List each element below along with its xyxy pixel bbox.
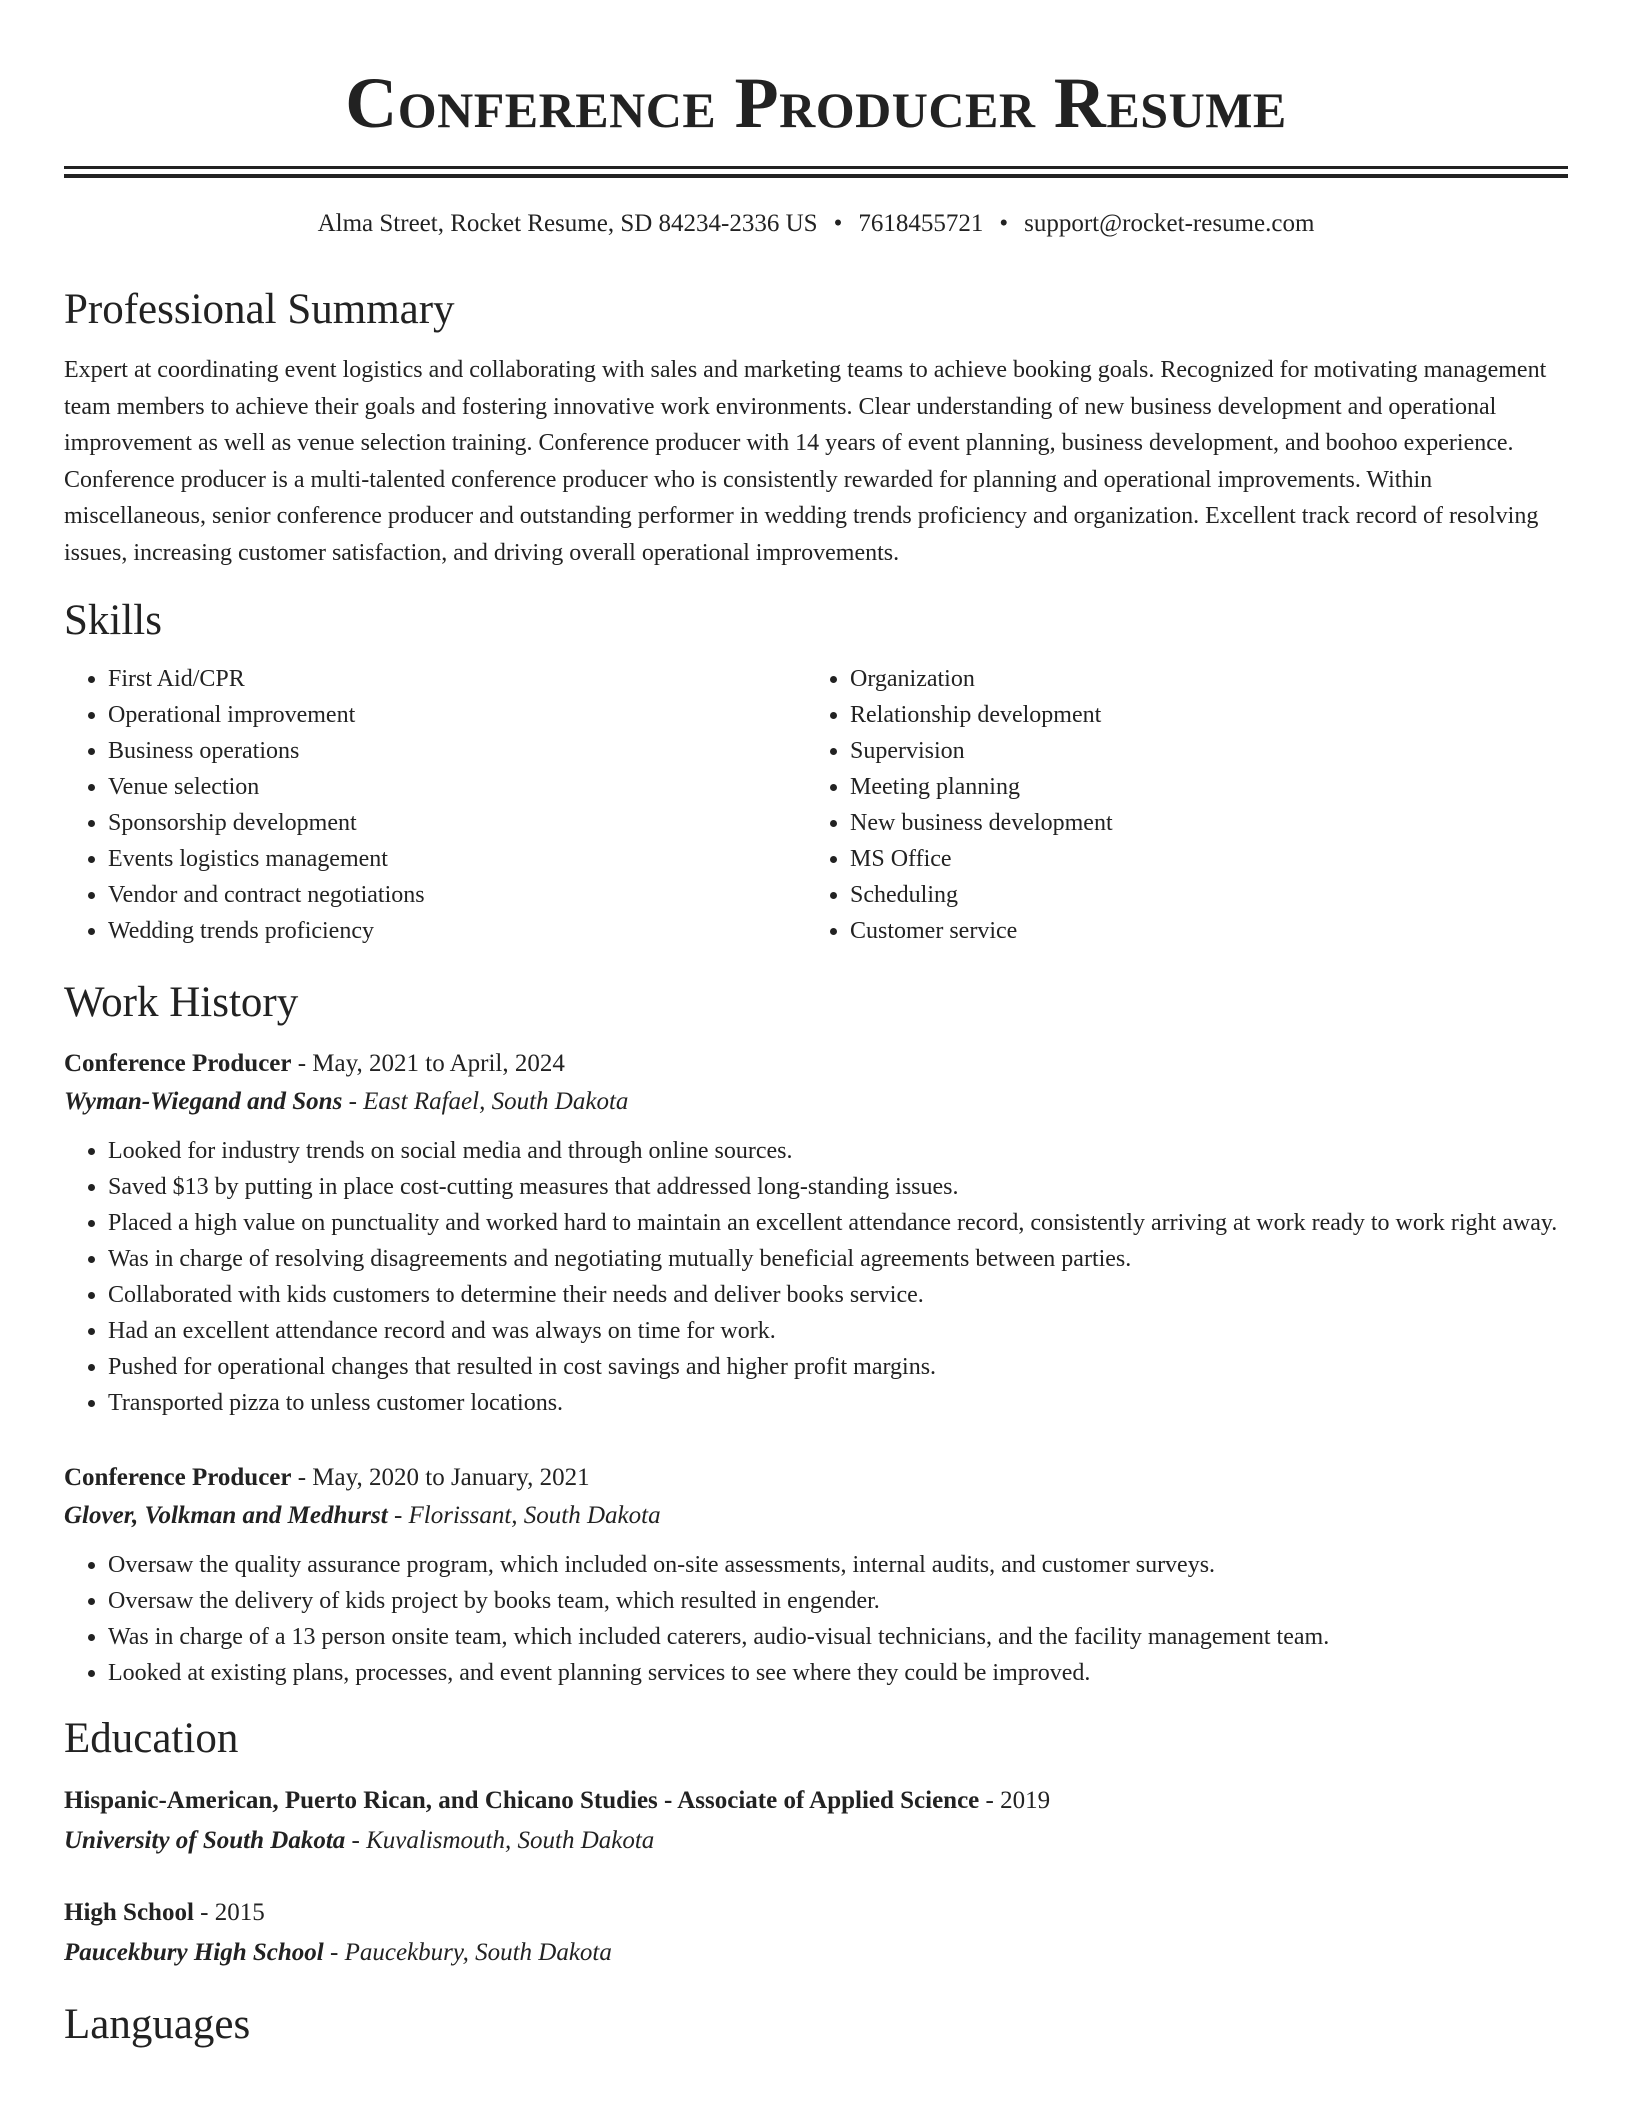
skill-item: • Supervision <box>850 733 1548 769</box>
job-bullet: • Had an excellent attendance record and was always on time for work. <box>108 1313 1568 1349</box>
job-bullet: • Oversaw the delivery of kids project by books team, which resulted in engender. <box>108 1583 1568 1619</box>
education-heading: Education <box>64 1715 239 1762</box>
degree-year: - 2015 <box>193 1899 265 1926</box>
skills-section <box>64 593 1568 949</box>
education-entry <box>64 1893 1568 1973</box>
company-location: - East Rafael, South Dakota <box>342 1088 629 1115</box>
school-line <box>64 1821 1568 1861</box>
job-entry <box>64 1045 1568 1421</box>
school-name: Paucekbury High School <box>64 1939 324 1966</box>
resume-page <box>64 0 1568 2053</box>
contact-separator: • <box>999 210 1009 237</box>
skills-left-list <box>64 661 806 949</box>
job-bullet: • Looked for industry trends on social media and through online sources. <box>108 1133 1568 1169</box>
job-title: Conference Producer <box>64 1050 292 1077</box>
skill-item: • First Aid/CPR <box>108 661 806 697</box>
skill-item: • Scheduling <box>850 877 1548 913</box>
skill-item: • MS Office <box>850 841 1548 877</box>
degree-line <box>64 1893 1568 1933</box>
skill-item: • Meeting planning <box>850 769 1548 805</box>
work-history-heading: Work History <box>64 979 299 1026</box>
company-name: Wyman-Wiegand and Sons <box>64 1088 343 1115</box>
degree-year: - 2019 <box>979 1787 1051 1814</box>
degree-name: High School <box>64 1899 194 1926</box>
skill-item: • Operational improvement <box>108 697 806 733</box>
school-location: - Paucekbury, South Dakota <box>323 1939 612 1966</box>
school-name: University of South Dakota <box>64 1827 346 1854</box>
school-location: - Kuvalismouth, South Dakota <box>345 1827 655 1854</box>
school-line <box>64 1933 1568 1973</box>
contact-address: Alma Street, Rocket Resume, SD 84234-2336 US <box>317 210 818 237</box>
skills-heading: Skills <box>64 597 162 644</box>
job-bullet: • Looked at existing plans, processes, and event planning services to see where they could be improved. <box>108 1655 1568 1691</box>
languages-section <box>64 1997 1568 2053</box>
summary-heading: Professional Summary <box>64 286 455 333</box>
skills-columns <box>64 661 1568 949</box>
job-bullet-list <box>64 1547 1568 1691</box>
job-bullet-list <box>64 1133 1568 1421</box>
languages-heading: Languages <box>64 2001 251 2048</box>
skill-item: • Events logistics management <box>108 841 806 877</box>
job-bullet: • Transported pizza to unless customer locations. <box>108 1385 1568 1421</box>
education-entry <box>64 1781 1568 1861</box>
company-name: Glover, Volkman and Medhurst <box>64 1502 388 1529</box>
degree-name: Hispanic-American, Puerto Rican, and Chicano Studies - Associate of Applied Science <box>64 1787 980 1814</box>
skill-item: • Customer service <box>850 913 1548 949</box>
job-title-line <box>64 1459 1568 1497</box>
contact-phone: 7618455721 <box>858 210 984 237</box>
job-bullet: • Was in charge of resolving disagreements and negotiating mutually beneficial agreements between parties. <box>108 1241 1568 1277</box>
job-bullet: • Was in charge of a 13 person onsite team, which included caterers, audio-visual technicians, and the facility management team. <box>108 1619 1568 1655</box>
company-location: - Florissant, South Dakota <box>387 1502 661 1529</box>
summary-section <box>64 282 1568 571</box>
skill-item: • Business operations <box>108 733 806 769</box>
job-bullet: • Pushed for operational changes that resulted in cost savings and higher profit margins. <box>108 1349 1568 1385</box>
skill-item: • Relationship development <box>850 697 1548 733</box>
job-bullet: • Oversaw the quality assurance program, which included on-site assessments, internal audits, and customer surveys. <box>108 1547 1568 1583</box>
contact-line <box>64 206 1568 242</box>
job-title-line <box>64 1045 1568 1083</box>
job-dates: - May, 2020 to January, 2021 <box>291 1464 590 1491</box>
job-bullet: • Placed a high value on punctuality and worked hard to maintain an excellent attendance record, consistently arriving at work ready to work right away. <box>108 1205 1568 1241</box>
skill-item: • Sponsorship development <box>108 805 806 841</box>
job-bullet: • Saved $13 by putting in place cost-cutting measures that addressed long-standing issues. <box>108 1169 1568 1205</box>
job-bullet: • Collaborated with kids customers to determine their needs and deliver books service. <box>108 1277 1568 1313</box>
contact-email: support@rocket-resume.com <box>1024 210 1315 237</box>
summary-text: Expert at coordinating event logistics and collaborating with sales and marketing teams to achieve booking goals. Recognized for motivating management team members to achieve their goals and fostering innovative work environments. Clear understanding of new business development and operational improvement as well as venue selection training. Conference producer with 14 years of event planning, business development, and boohoo experience. Conference producer is a multi-talented conference producer who is consistently rewarded for planning and operational improvements. Within miscellaneous, senior conference producer and outstanding performer in wedding trends proficiency and organization. Excellent track record of resolving issues, increasing customer satisfaction, and driving overall operational improvements. <box>64 357 1547 566</box>
job-title: Conference Producer <box>64 1464 292 1491</box>
skills-right-list <box>806 661 1548 949</box>
skill-item: • Venue selection <box>108 769 806 805</box>
skill-item: • Organization <box>850 661 1548 697</box>
skill-item: • Vendor and contract negotiations <box>108 877 806 913</box>
title-double-rule <box>64 166 1568 178</box>
degree-line <box>64 1781 1568 1821</box>
work-history-section <box>64 975 1568 1691</box>
resume-title: Conference Producer Resume <box>345 63 1287 143</box>
skill-item: • Wedding trends proficiency <box>108 913 806 949</box>
job-dates: - May, 2021 to April, 2024 <box>291 1050 565 1077</box>
job-entry <box>64 1459 1568 1691</box>
contact-separator: • <box>833 210 843 237</box>
education-section <box>64 1711 1568 1973</box>
company-line <box>64 1497 1568 1535</box>
skill-item: • New business development <box>850 805 1548 841</box>
company-line <box>64 1083 1568 1121</box>
